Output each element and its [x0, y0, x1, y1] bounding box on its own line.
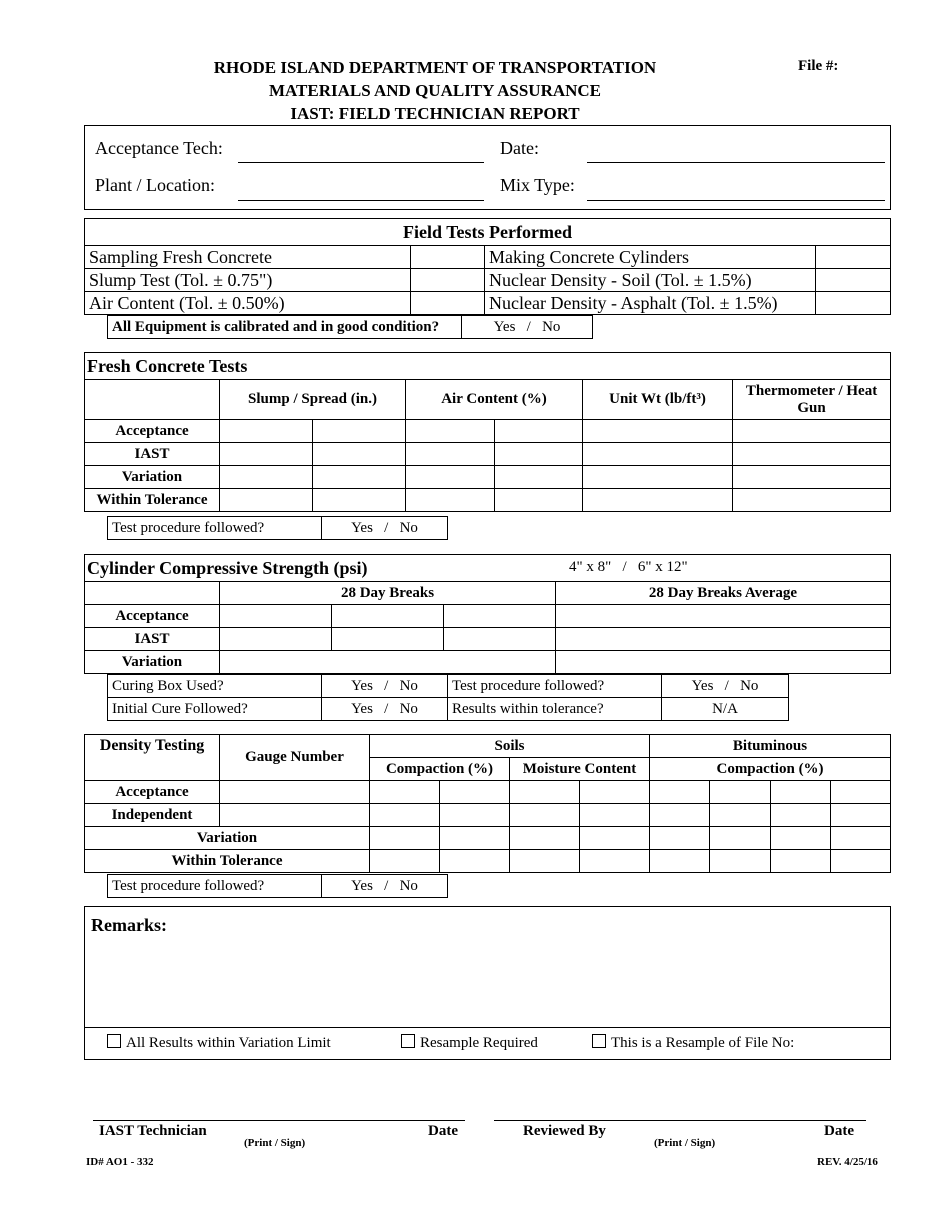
cell[interactable]: [370, 781, 440, 804]
option-within-limit[interactable]: [107, 1034, 331, 1052]
thermometer-header: Thermometer / Heat Gun: [733, 380, 891, 420]
gauge-number-header: Gauge Number: [220, 735, 370, 781]
cell[interactable]: [580, 827, 650, 850]
cell[interactable]: [771, 827, 831, 850]
fresh-procedure-question: Test procedure followed?: [108, 517, 322, 540]
plant-location-field[interactable]: [238, 178, 484, 201]
fresh-concrete-title: Fresh Concrete Tests: [85, 353, 891, 380]
cell[interactable]: [313, 443, 406, 466]
cell[interactable]: [313, 489, 406, 512]
equipment-question: All Equipment is calibrated and in good condition?: [108, 316, 462, 339]
unit-wt-header: Unit Wt (lb/ft³): [583, 380, 733, 420]
cylinder-title: Cylinder Compressive Strength (psi): [87, 557, 368, 578]
cylinder-questions: [107, 674, 789, 721]
cell[interactable]: [710, 850, 771, 873]
checkbox-icon[interactable]: [592, 1034, 606, 1048]
bituminous-header: Bituminous: [650, 735, 891, 758]
cell[interactable]: [771, 781, 831, 804]
revision: REV. 4/25/16: [817, 1156, 878, 1168]
tech-print-sign: (Print / Sign): [244, 1137, 306, 1149]
cell[interactable]: [440, 850, 510, 873]
row-acceptance: Acceptance: [85, 420, 220, 443]
cell[interactable]: [510, 850, 580, 873]
cell[interactable]: [510, 804, 580, 827]
density-procedure-question: Test procedure followed?: [108, 875, 322, 898]
cell[interactable]: [220, 651, 556, 674]
bituminous-compaction-header: Compaction (%): [650, 758, 891, 781]
blank-header: [85, 582, 220, 605]
cylinder-sizes[interactable]: 4" x 8" / 6" x 12": [569, 559, 688, 575]
date-field[interactable]: [587, 140, 885, 163]
breaks-header: 28 Day Breaks: [220, 582, 556, 605]
cell[interactable]: [313, 420, 406, 443]
checkbox-icon[interactable]: [401, 1034, 415, 1048]
test-nuclear-soil: Nuclear Density - Soil (Tol. ± 1.5%): [485, 269, 816, 292]
soils-header: Soils: [370, 735, 650, 758]
row-within-tolerance: Within Tolerance: [85, 489, 220, 512]
fresh-procedure-yes-no[interactable]: Yes / No: [322, 517, 448, 540]
cell[interactable]: [650, 781, 710, 804]
cell[interactable]: [733, 489, 891, 512]
cell[interactable]: [406, 466, 495, 489]
cell[interactable]: [510, 827, 580, 850]
cell[interactable]: [440, 781, 510, 804]
test-slump: Slump Test (Tol. ± 0.75"): [85, 269, 411, 292]
test-making-cylinders: Making Concrete Cylinders: [485, 246, 816, 269]
cell[interactable]: [771, 804, 831, 827]
fresh-concrete-table: [84, 352, 891, 512]
tech-date-label: Date: [428, 1123, 458, 1139]
cell[interactable]: [440, 827, 510, 850]
test-check-cell[interactable]: [411, 246, 485, 269]
acceptance-tech-label: Acceptance Tech:: [95, 138, 223, 158]
results-tolerance-question: Results within tolerance?: [448, 698, 662, 721]
cell[interactable]: [831, 827, 891, 850]
cylinder-table: [84, 554, 891, 674]
cell[interactable]: [220, 420, 313, 443]
cell[interactable]: [495, 489, 583, 512]
test-nuclear-asphalt: Nuclear Density - Asphalt (Tol. ± 1.5%): [485, 292, 816, 315]
slump-header: Slump / Spread (in.): [220, 380, 406, 420]
remarks-title: Remarks:: [91, 915, 167, 935]
cell[interactable]: [220, 489, 313, 512]
option-resample-required[interactable]: [401, 1034, 538, 1052]
cell[interactable]: [556, 605, 891, 628]
cell[interactable]: [831, 850, 891, 873]
cylinder-title-row: [85, 555, 891, 582]
test-check-cell[interactable]: [411, 269, 485, 292]
cell[interactable]: [733, 420, 891, 443]
cell[interactable]: [220, 443, 313, 466]
cell[interactable]: [710, 804, 771, 827]
row-iast: IAST: [85, 628, 220, 651]
density-table: [84, 734, 891, 873]
row-acceptance: Acceptance: [85, 605, 220, 628]
row-iast: IAST: [85, 443, 220, 466]
cell[interactable]: [580, 804, 650, 827]
cell[interactable]: [220, 466, 313, 489]
cell[interactable]: [733, 466, 891, 489]
cell[interactable]: [580, 850, 650, 873]
cell[interactable]: [710, 781, 771, 804]
cell[interactable]: [650, 827, 710, 850]
tech-signature-line[interactable]: [93, 1120, 465, 1121]
initial-cure-yes-no[interactable]: Yes / No: [322, 698, 448, 721]
option-resample-of[interactable]: [592, 1034, 794, 1052]
test-air-content: Air Content (Tol. ± 0.50%): [85, 292, 411, 315]
cell[interactable]: [220, 804, 370, 827]
cell[interactable]: [332, 628, 444, 651]
soils-compaction-header: Compaction (%): [370, 758, 510, 781]
cell[interactable]: [580, 781, 650, 804]
row-variation: Variation: [85, 466, 220, 489]
breaks-average-header: 28 Day Breaks Average: [556, 582, 891, 605]
file-number-label: File #:: [798, 58, 839, 74]
remarks-box[interactable]: [84, 906, 891, 1060]
cell[interactable]: [313, 466, 406, 489]
density-procedure-yes-no[interactable]: Yes / No: [322, 875, 448, 898]
cell[interactable]: [831, 804, 891, 827]
header-line-1: RHODE ISLAND DEPARTMENT OF TRANSPORTATION: [213, 58, 657, 77]
option-resample-of-label: This is a Resample of File No:: [611, 1035, 795, 1051]
cylinder-procedure-yes-no[interactable]: Yes / No: [662, 675, 789, 698]
iast-technician-label: IAST Technician: [99, 1123, 207, 1139]
cell[interactable]: [583, 443, 733, 466]
moisture-header: Moisture Content: [510, 758, 650, 781]
cell[interactable]: [583, 420, 733, 443]
remarks-divider: [85, 1027, 890, 1028]
mix-type-field[interactable]: [587, 178, 885, 201]
test-check-cell[interactable]: [411, 292, 485, 315]
blank-header: [85, 380, 220, 420]
cell[interactable]: [444, 628, 556, 651]
cell[interactable]: [556, 628, 891, 651]
test-check-cell[interactable]: [816, 269, 891, 292]
row-within-tolerance: Within Tolerance: [85, 850, 370, 873]
curing-box-yes-no[interactable]: Yes / No: [322, 675, 448, 698]
cell[interactable]: [510, 781, 580, 804]
cell[interactable]: [650, 804, 710, 827]
cell[interactable]: [733, 443, 891, 466]
curing-box-question: Curing Box Used?: [108, 675, 322, 698]
fresh-procedure-row: [107, 516, 448, 540]
cell[interactable]: [370, 804, 440, 827]
option-resample-required-label: Resample Required: [420, 1035, 538, 1051]
cell[interactable]: [831, 781, 891, 804]
cell[interactable]: [220, 628, 332, 651]
cell[interactable]: [370, 827, 440, 850]
form-id: ID# AO1 - 332: [86, 1156, 154, 1168]
initial-cure-question: Initial Cure Followed?: [108, 698, 322, 721]
cell[interactable]: [771, 850, 831, 873]
reviewer-print-sign: (Print / Sign): [654, 1137, 716, 1149]
cylinder-procedure-question: Test procedure followed?: [448, 675, 662, 698]
density-procedure-row: [107, 874, 448, 898]
field-tests-table: [84, 218, 891, 315]
cell[interactable]: [495, 420, 583, 443]
reviewer-signature-line[interactable]: [494, 1120, 866, 1121]
cell[interactable]: [710, 827, 771, 850]
air-content-header: Air Content (%): [406, 380, 583, 420]
cell[interactable]: [332, 605, 444, 628]
cell[interactable]: [406, 489, 495, 512]
row-independent: Independent: [85, 804, 220, 827]
info-box: [84, 125, 891, 210]
reviewer-date-label: Date: [824, 1123, 854, 1139]
cell[interactable]: [650, 850, 710, 873]
checkbox-icon[interactable]: [107, 1034, 121, 1048]
field-tests-title: Field Tests Performed: [85, 219, 891, 246]
cell[interactable]: [495, 466, 583, 489]
acceptance-tech-field[interactable]: [238, 140, 484, 163]
cell[interactable]: [583, 466, 733, 489]
test-check-cell[interactable]: [816, 246, 891, 269]
option-within-limit-label: All Results within Variation Limit: [126, 1035, 331, 1051]
cell[interactable]: [370, 850, 440, 873]
equipment-yes-no[interactable]: Yes / No: [462, 316, 593, 339]
cell[interactable]: [406, 420, 495, 443]
cell[interactable]: [406, 443, 495, 466]
test-check-cell[interactable]: [816, 292, 891, 315]
header-line-2: MATERIALS AND QUALITY ASSURANCE: [268, 81, 602, 100]
cell[interactable]: [444, 605, 556, 628]
mix-type-label: Mix Type:: [500, 175, 575, 195]
test-sampling-fresh-concrete: Sampling Fresh Concrete: [85, 246, 411, 269]
reviewed-by-label: Reviewed By: [523, 1123, 606, 1139]
cell[interactable]: [220, 605, 332, 628]
results-tolerance-na[interactable]: N/A: [662, 698, 789, 721]
row-acceptance: Acceptance: [85, 781, 220, 804]
cell[interactable]: [440, 804, 510, 827]
row-variation: Variation: [85, 651, 220, 674]
cell[interactable]: [495, 443, 583, 466]
date-label: Date:: [500, 138, 539, 158]
cell[interactable]: [556, 651, 891, 674]
plant-location-label: Plant / Location:: [95, 175, 215, 195]
row-variation: Variation: [85, 827, 370, 850]
density-title: Density Testing: [85, 735, 220, 781]
cell[interactable]: [220, 781, 370, 804]
header-line-3: IAST: FIELD TECHNICIAN REPORT: [290, 104, 580, 123]
equipment-row: [107, 315, 593, 339]
cell[interactable]: [583, 489, 733, 512]
